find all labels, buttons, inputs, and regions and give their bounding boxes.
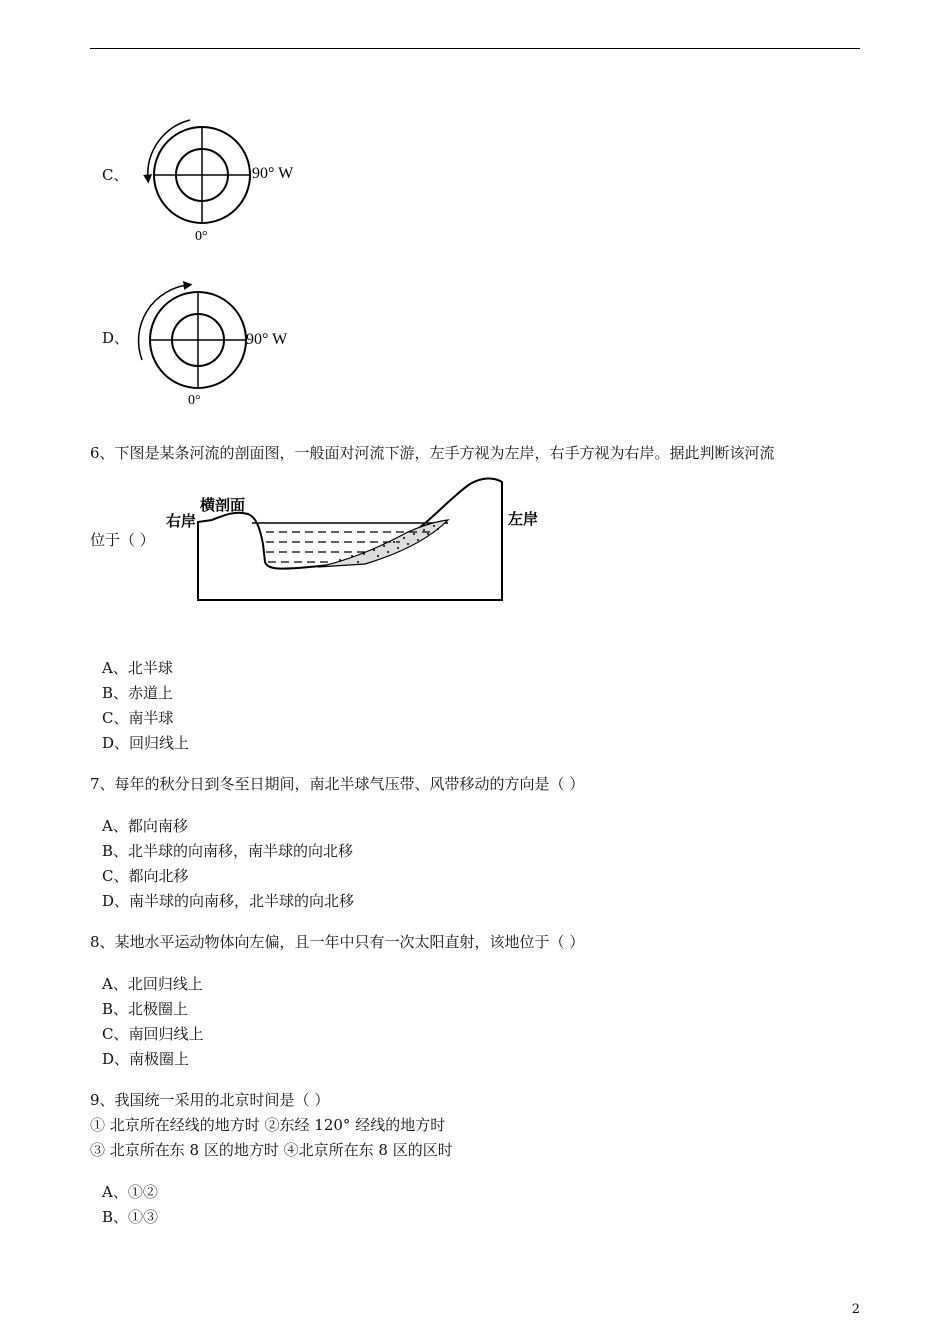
q5-option-d-label: D、 xyxy=(102,329,130,347)
q7-stem: 7、每年的秋分日到冬至日期间，南北半球气压带、风带移动的方向是（ ） xyxy=(90,775,585,793)
q9-stem: 9、我国统一采用的北京时间是（ ） xyxy=(90,1091,330,1109)
q7-option-c: C、都向北移 xyxy=(102,867,189,885)
q6-river-profile xyxy=(160,474,550,606)
q9-line1: ① 北京所在经线的地方时 ②东经 120° 经线的地方时 xyxy=(90,1116,446,1134)
q8-stem: 8、某地水平运动物体向左偏，且一年中只有一次太阳直射，该地位于（ ） xyxy=(90,933,585,951)
meridian-label: 90° W xyxy=(252,165,294,182)
q7-option-d: D、南半球的向南移，北半球的向北移 xyxy=(102,892,355,910)
q9-line2: ③ 北京所在东 8 区的地方时 ④北京所在东 8 区的区时 xyxy=(90,1141,453,1159)
q6-option-a: A、北半球 xyxy=(102,659,173,677)
zero-label: 0° xyxy=(188,393,201,408)
q8-option-a: A、北回归线上 xyxy=(102,975,203,993)
section-label: 横剖面 xyxy=(200,496,246,514)
header-rule xyxy=(90,48,860,49)
q9-option-a: A、①② xyxy=(102,1183,158,1201)
meridian-label: 90° W xyxy=(246,331,288,348)
sediment xyxy=(318,520,448,567)
zero-label: 0° xyxy=(195,229,208,244)
q5-option-c-label: C、 xyxy=(102,166,129,184)
q8-option-c: C、南回归线上 xyxy=(102,1025,204,1043)
left-bank-label: 左岸 xyxy=(508,510,539,528)
q5-figure-d xyxy=(120,280,320,415)
q6-option-c: C、南半球 xyxy=(102,709,174,727)
q8-option-d: D、南极圈上 xyxy=(102,1050,190,1068)
q6-option-b: B、赤道上 xyxy=(102,684,174,702)
q5-figure-c xyxy=(120,112,320,247)
q6-stem-cont: 位于（ ） xyxy=(90,531,155,549)
q6-stem: 6、下图是某条河流的剖面图，一般面对河流下游，左手方视为左岸，右手方视为右岸。据此判断该河流 xyxy=(90,444,775,462)
q9-option-b: B、①③ xyxy=(102,1208,159,1226)
q7-option-b: B、北半球的向南移，南半球的向北移 xyxy=(102,842,354,860)
page-number: 2 xyxy=(851,1302,860,1317)
right-bank-label: 右岸 xyxy=(166,512,197,530)
q7-option-a: A、都向南移 xyxy=(102,817,188,835)
q8-option-b: B、北极圈上 xyxy=(102,1000,189,1018)
q6-option-d: D、回归线上 xyxy=(102,734,190,752)
